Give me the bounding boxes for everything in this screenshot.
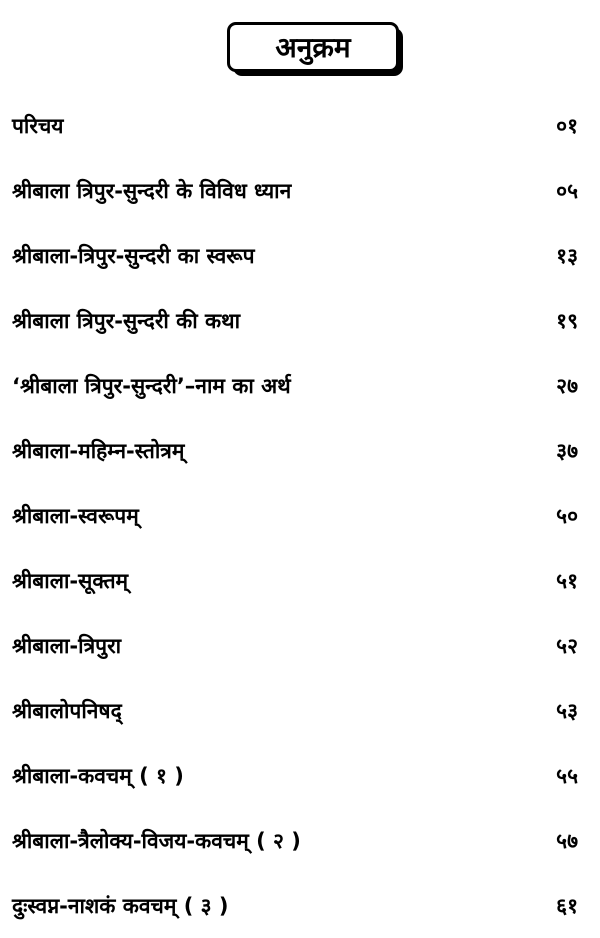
toc-entry-title: श्रीबालोपनिषद् — [12, 698, 122, 723]
toc-row — [0, 353, 600, 418]
toc-entry-page: ५२ — [556, 633, 578, 658]
heading-box — [227, 22, 405, 76]
toc-entry-page: ०१ — [556, 113, 578, 138]
toc-entry-title: श्रीबाला-कवचम् ( १ ) — [12, 763, 184, 788]
toc-entry-page: ५५ — [556, 763, 578, 788]
toc-entry-title: श्रीबाला-महिम्न-स्तोत्रम् — [12, 438, 185, 463]
toc-entry-page: ५१ — [556, 568, 578, 593]
toc-entry-page: ६१ — [556, 893, 578, 918]
toc-row — [0, 873, 600, 938]
toc-row — [0, 223, 600, 288]
toc-row — [0, 613, 600, 678]
toc-row — [0, 808, 600, 873]
toc-row — [0, 93, 600, 158]
toc-entry-title: श्रीबाला त्रिपुर-सुन्दरी की कथा — [12, 308, 241, 333]
toc-entry-page: २७ — [556, 373, 578, 398]
toc-entry-title: श्रीबाला-स्वरूपम् — [12, 503, 139, 528]
page-title: अनुक्रम — [227, 22, 399, 72]
toc-row — [0, 548, 600, 613]
toc-entry-title: श्रीबाला-त्रैलोक्य-विजय-कवचम् ( २ ) — [12, 828, 301, 853]
toc-entry-title: श्रीबाला-सूक्तम् — [12, 568, 129, 593]
toc-entry-page: १३ — [556, 243, 578, 268]
toc-entry-title: श्रीबाला-त्रिपुरा — [12, 633, 122, 658]
toc-row — [0, 678, 600, 743]
toc-entry-page: ५० — [556, 503, 578, 528]
toc-row — [0, 483, 600, 548]
toc-entry-page: ५७ — [556, 828, 578, 853]
toc-entry-title: श्रीबाला त्रिपुर-सुन्दरी के विविध ध्यान — [12, 178, 292, 203]
toc-entry-page: ३७ — [556, 438, 578, 463]
toc-row — [0, 158, 600, 223]
toc-entry-title: ‘श्रीबाला त्रिपुर-सुन्दरी’–नाम का अर्थ — [12, 373, 291, 398]
toc-row — [0, 288, 600, 353]
table-of-contents — [0, 93, 600, 938]
toc-entry-page: ५३ — [556, 698, 578, 723]
toc-entry-title: दुःस्वप्न-नाशकं कवचम् ( ३ ) — [12, 893, 229, 918]
toc-row — [0, 418, 600, 483]
toc-entry-page: १९ — [556, 308, 578, 333]
toc-entry-title: परिचय — [12, 113, 64, 138]
toc-entry-page: ०५ — [556, 178, 578, 203]
toc-row — [0, 743, 600, 808]
toc-entry-title: श्रीबाला-त्रिपुर-सुन्दरी का स्वरूप — [12, 243, 255, 268]
